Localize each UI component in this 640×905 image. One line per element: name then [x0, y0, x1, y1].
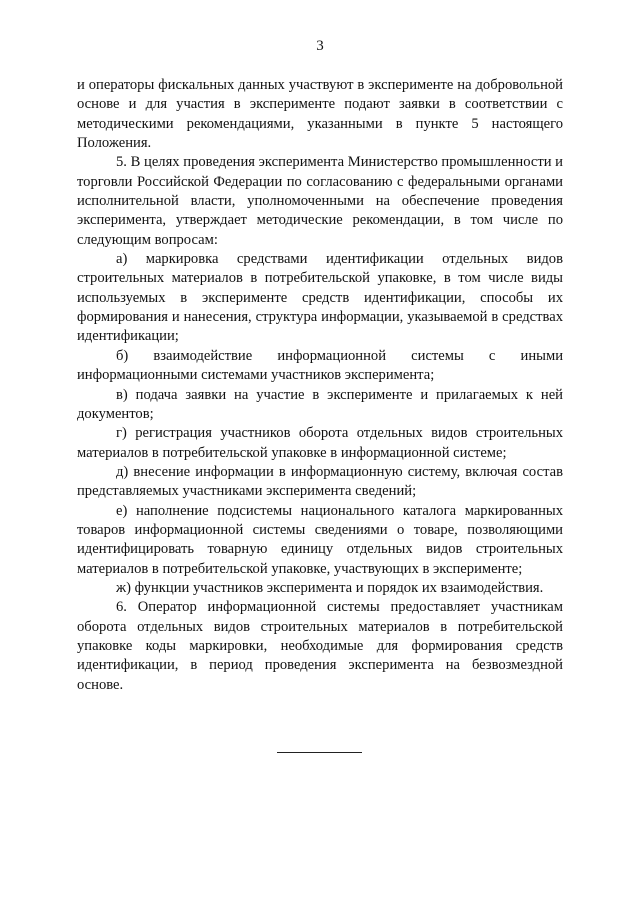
- subitem-g: г) регистрация участников оборота отдельных видов строительных материалов в потребительской упаковке в информационной системе;: [77, 425, 563, 461]
- subitem-d: д) внесение информации в информационную систему, включая состав представляемых участниками эксперимента сведений;: [77, 463, 563, 500]
- document-body: [77, 76, 563, 695]
- page-number: 3: [316, 38, 324, 54]
- subitem-v: в) подача заявки на участие в эксперименте и прилагаемых к ней документов;: [77, 386, 563, 422]
- subitem-a: а) маркировка средствами идентификации отдельных видов строительных материалов в потребительской упаковке, в том числе виды используемых в эксперименте средств идентификации, способы их формирования и нанесения, структура информации, указываемой в средствах идентификации;: [77, 251, 563, 345]
- subitem-e: е) наполнение подсистемы национального каталога маркированных товаров информационной системы сведениями о товаре, позволяющими идентифицировать товарную единицу отдельных видов строительных материалов в потребительской упаковке, участвующих в эксперименте;: [77, 502, 563, 577]
- paragraph-item-6: 6. Оператор информационной системы предоставляет участникам оборота отдельных видов строительных материалов в потребительской упаковке коды маркировки, необходимые для формирования средств идентификации, в период проведения эксперимента на безвозмездной основе.: [77, 599, 563, 693]
- paragraph-continuation: и операторы фискальных данных участвуют в эксперименте на добровольной основе и для участия в эксперименте подают заявки в соответствии с методическими рекомендациями, указанными в пункте 5 настоящего Положения.: [77, 77, 563, 152]
- subitem-b: б) взаимодействие информационной системы с иными информационными системами участников эксперимента;: [77, 347, 563, 384]
- subitem-zh: ж) функции участников эксперимента и порядок их взаимодействия.: [116, 579, 544, 596]
- paragraph-item-5: 5. В целях проведения эксперимента Министерство промышленности и торговли Российской Федерации по согласованию с федеральными органами исполнительной власти, уполномоченными на обеспечение проведения эксперимента, утверждает методические рекомендации, в том числе по следующим вопросам:: [77, 154, 563, 248]
- end-of-document-rule: [277, 752, 362, 753]
